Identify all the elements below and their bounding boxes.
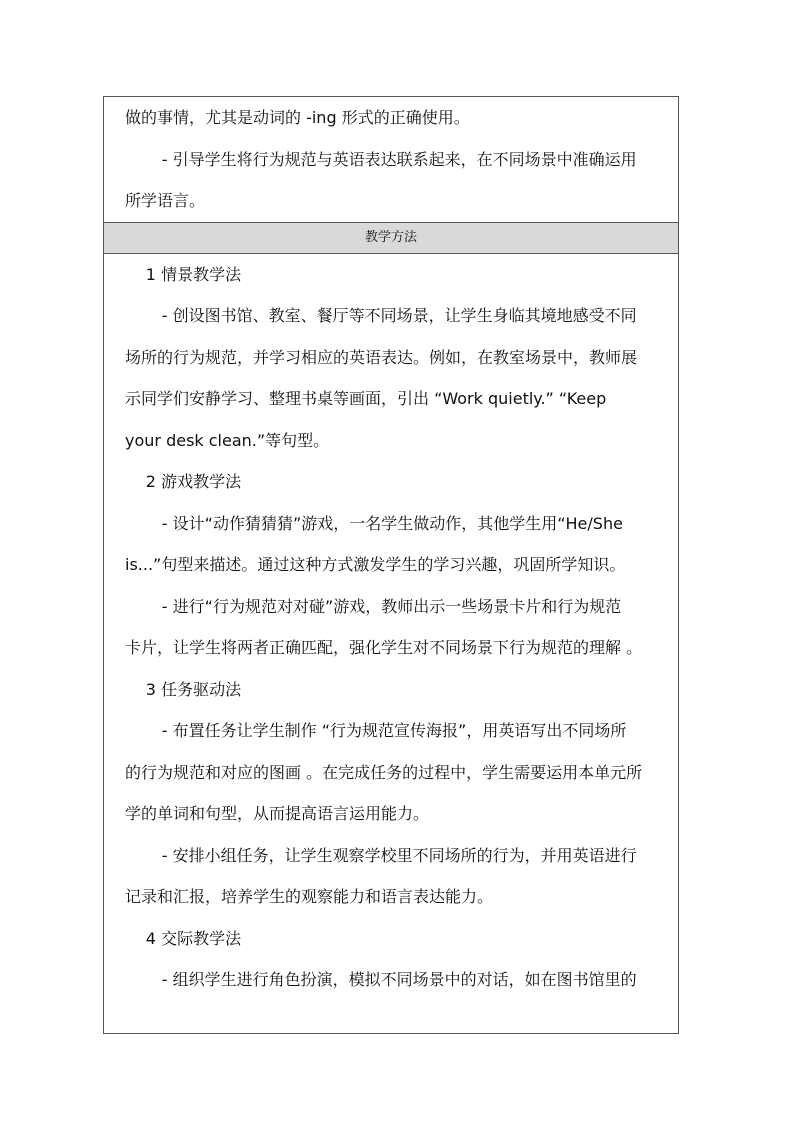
lesson-plan-table <box>103 96 679 1034</box>
objective-line: - 引导学生将行为规范与英语表达联系起来，在不同场景中准确运用 <box>161 149 637 169</box>
method-text-line: is...”句型来描述。通过这种方式激发学生的学习兴趣，巩固所学知识。 <box>125 555 626 574</box>
objective-line: 所学语言。 <box>125 191 206 210</box>
method-text-line: 的行为规范和对应的图画 。在完成任务的过程中，学生需要运用本单元所 <box>125 762 643 782</box>
teaching-methods-cell <box>104 254 678 1033</box>
method-text-line: - 组织学生进行角色扮演，模拟不同场景中的对话，如在图书馆里的 <box>161 970 637 989</box>
method-text-line: 卡片，让学生将两者正确匹配，强化学生对不同场景下行为规范的理解 。 <box>125 638 643 657</box>
method-heading: 1 情景教学法 <box>145 264 242 284</box>
method-text-line: - 设计“动作猜猜猜”游戏，一名学生做动作，其他学生用“He/She <box>161 513 623 533</box>
method-text-line: 学的单词和句型，从而提高语言运用能力。 <box>125 804 430 823</box>
objectives-cell <box>104 97 678 223</box>
method-text-line: - 布置任务让学生制作 “行为规范宣传海报”，用英语写出不同场所 <box>161 721 627 740</box>
method-text-line: 记录和汇报，培养学生的观察能力和语言表达能力。 <box>125 887 494 906</box>
method-heading: 4 交际教学法 <box>145 928 242 948</box>
method-text-line: - 进行“行为规范对对碰”游戏，教师出示一些场景卡片和行为规范 <box>161 596 622 616</box>
method-heading: 3 任务驱动法 <box>145 679 242 699</box>
method-text-line: 示同学们安静学习、整理书桌等画面，引出 “Work quietly.” “Keep <box>125 389 607 408</box>
method-text-line: your desk clean.”等句型。 <box>125 430 330 450</box>
section-header: 教学方法 <box>104 223 678 254</box>
method-text-line: - 安排小组任务，让学生观察学校里不同场所的行为，并用英语进行 <box>161 845 637 865</box>
method-text-line: 场所的行为规范，并学习相应的英语表达。例如，在教室场景中，教师展 <box>125 347 638 367</box>
method-text-line: - 创设图书馆、教室、餐厅等不同场景，让学生身临其境地感受不同 <box>161 306 637 325</box>
method-heading: 2 游戏教学法 <box>145 472 242 491</box>
objective-line: 做的事情，尤其是动词的 -ing 形式的正确使用。 <box>125 108 470 127</box>
